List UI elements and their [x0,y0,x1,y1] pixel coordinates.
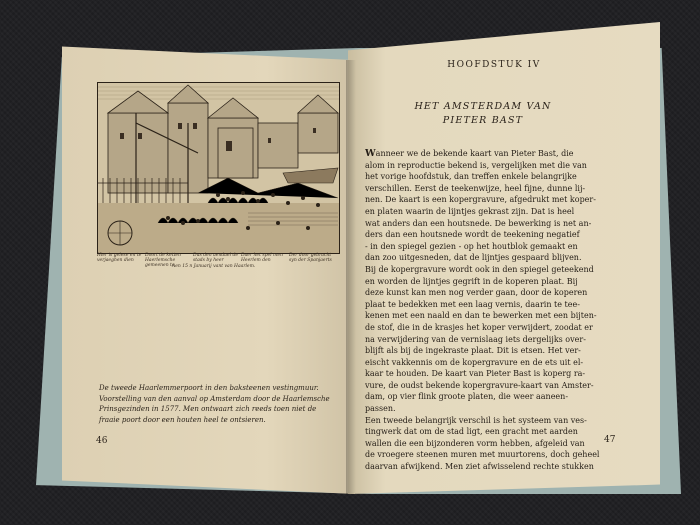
illustration-caption-col: Dus den aendael de stads by heer [193,253,239,263]
body-line: alom in reproductie bekend is, vergelijken met die van [365,160,587,170]
body-line: plaat te bedekken met een laag vernis, daarin te tee- [365,299,580,309]
body-line: vure, de oudst bekende kopergravure-kaart van Amster- [365,380,594,390]
body-line: Bij de kopergravure wordt ook in den spiegel geteekend [365,264,594,274]
body-text [365,148,618,473]
body-line: nen. De kaart is een kopergravure, afgedrukt met koper- [365,195,596,205]
body-line: dam, op vier flink groote platen, die weer aaneen- [365,392,569,402]
body-line: en platen waarin de lijntjes gekrast zijn. Dat is heel [365,206,575,216]
body-line: ders dan een houtsnede wordt de teekening negatief [365,230,580,240]
body-line: de stof, die in de krasjes het koper verwijdert, zoodat er [365,322,593,332]
body-line: tingwerk dat om de stad ligt, een gracht met aarden [365,427,578,437]
page-number-right: 47 [604,435,616,445]
body-line: en worden de lijntjes gegrift in de koperen plaat. Bij [365,276,578,286]
illustration-caption-col: Daer het spel men Heerlem den [241,253,283,263]
chapter-heading: HOOFDSTUK IV [447,60,541,70]
page-number-left: 46 [96,436,108,446]
body-line: wallen die een bijzonderen vorm hebben, afgeleid van [365,438,585,448]
figure-caption: De tweede Haarlemmerpoort in den baksteenen vestingmuur. Voorstelling van den aanval op Amsterdam door de Haarlemsche Prinsgezinden in 1577. Men ontwaart zich reeds toen niet de fraaie poort door een houten heel te ontsieren. [99,384,330,424]
body-line: kenen met een naald en dan te bewerken met een bijten- [365,311,597,321]
body-line: de vroegere steenen muren met muurtorens, doch geheel [365,450,600,460]
body-line: het vorige hoofdstuk, dan treffen enkele belangrijke [365,172,577,182]
chapter-title-line: HET AMSTERDAM VAN [414,101,552,112]
illustration-caption-col: Der door gebracht syn der Spanjaerts [289,253,332,263]
body-line: Wanneer we de bekende kaart van Pieter Bast, die [365,148,574,159]
body-line: daarvan afwijkend. Men ziet afwisselend rechte stukken [365,462,594,472]
body-line: wat anders dan een houtsnede. De bewerking is net an- [365,218,592,228]
body-line: dan zoo uitgesneden, dat de lijntjes gespaard blijven. [365,253,582,263]
body-line: Een tweede belangrijk verschil is het systeem van ves- [365,415,587,425]
drop-cap: W [365,148,376,159]
illustration-caption-bottom: Aen 15 n Januarij vant van Haarlem. [172,264,256,269]
body-line: - in den spiegel gezien - op het houtblok gemaakt en [365,241,578,251]
body-line: kaar te houden. De kaart van Pieter Bast is koperg ra- [365,369,586,379]
illustration-caption-col: Doort de ketten Haerlemsche gemeenen te [145,253,181,268]
body-line: blijft als bij de ingekraste plaat. Dit is etsen. Het ver- [365,346,581,356]
book-gutter [346,60,356,494]
engraving-illustration [97,82,340,254]
body-line: eischt vakkennis om de kopergravure en de ets uit el- [365,357,584,367]
body-line: deze kunst kan men nog verder gaan, door de koperen [365,288,588,298]
chapter-title [372,100,594,128]
chapter-title-line: PIETER BAST [442,115,524,126]
body-line: passen. [365,404,396,414]
body-line: na verwijdering van de vernislaag iets dergelijks over- [365,334,586,344]
body-line: verschillen. Eerst de teekenwijze, heel fijne, dunne lij- [365,183,586,193]
illustration-caption-col: Hier is gelese en te verjaeghen dien [97,253,142,263]
